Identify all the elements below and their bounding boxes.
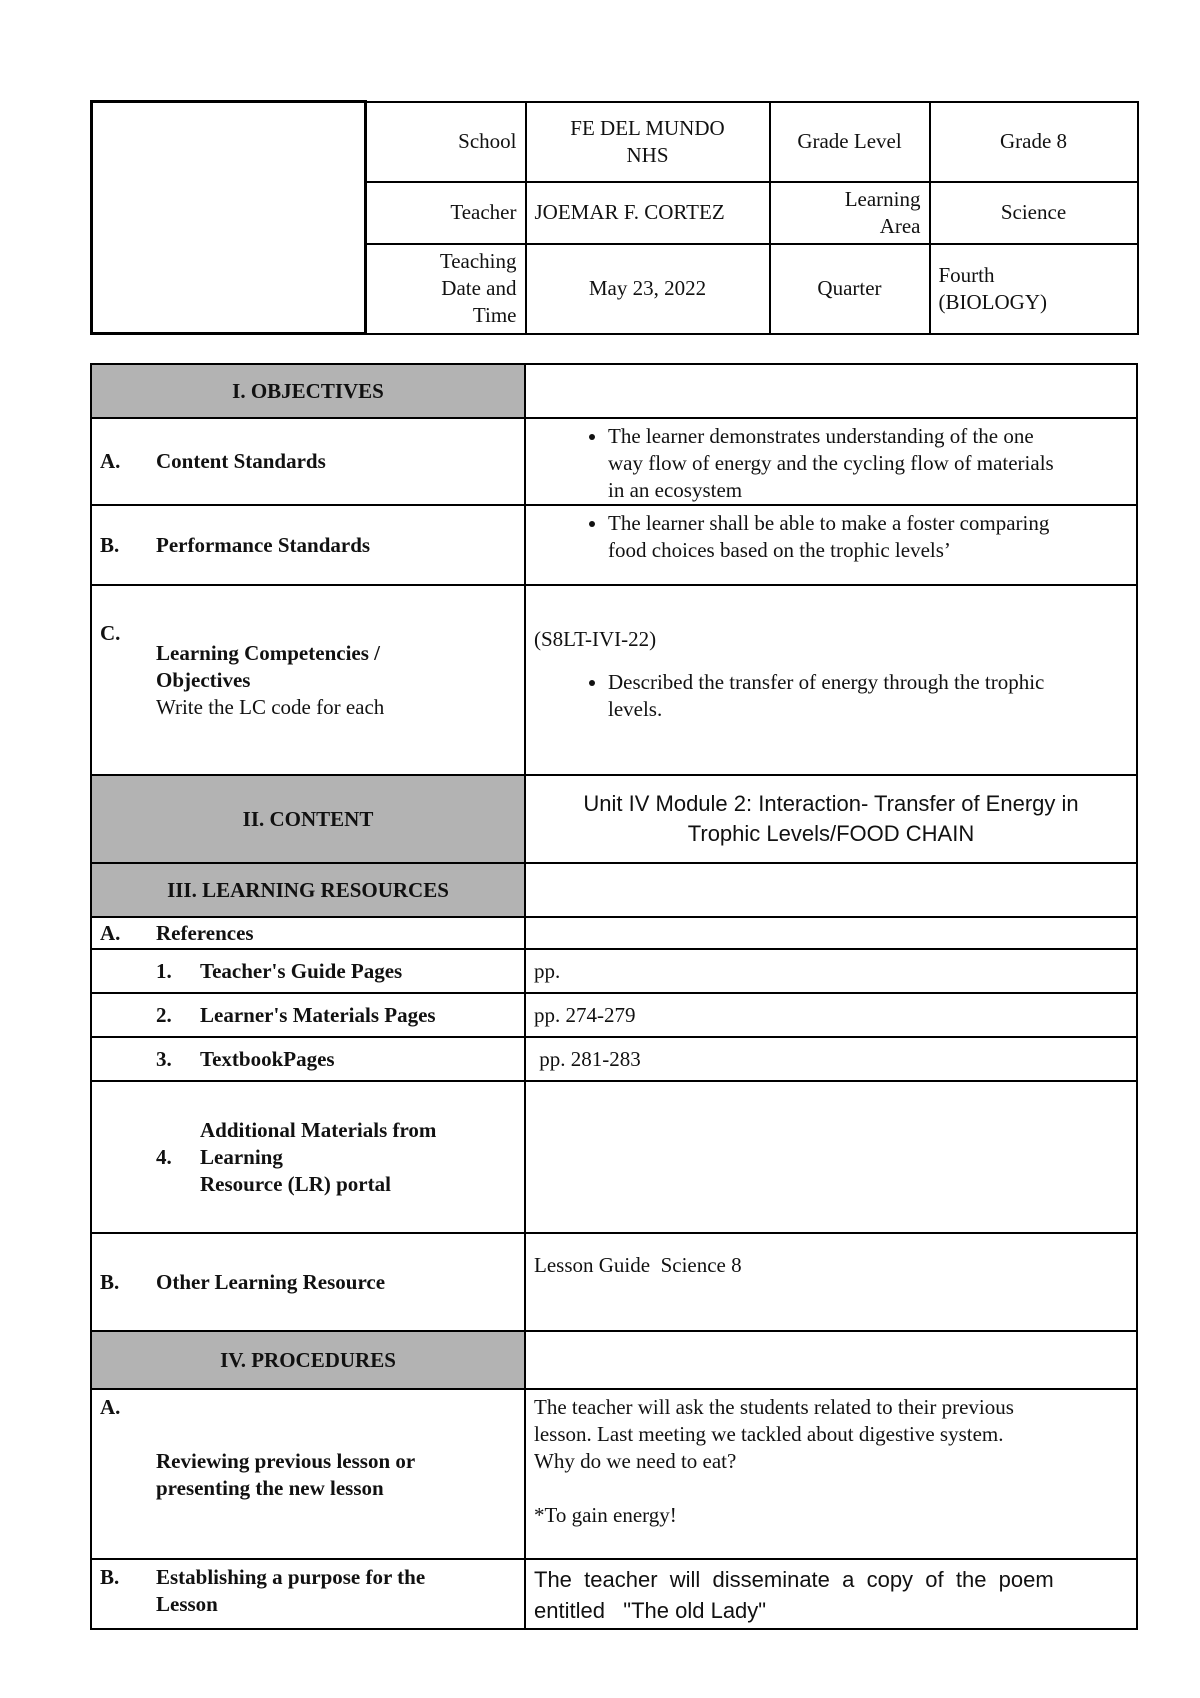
performance-standards-value bbox=[525, 505, 1137, 585]
list-item: • The learner demonstrates understanding of the one way flow of energy and the cycling flow of materials in an ecosystem bbox=[608, 423, 1128, 504]
establishing-purpose-value: The teacher will disseminate a copy of the poem entitled "The old Lady" bbox=[525, 1559, 1137, 1629]
learning-area-label: Learning Area bbox=[770, 182, 930, 244]
learning-resources-blank bbox=[525, 863, 1137, 917]
content-heading: II. CONTENT bbox=[91, 775, 525, 863]
reviewing-lesson-value: The teacher will ask the students related to their previous lesson. Last meeting we tackled about digestive system. Why do we need to eat? *To gain energy! bbox=[525, 1389, 1137, 1559]
learners-materials-label: 2. Learner's Materials Pages bbox=[91, 993, 525, 1037]
establishing-purpose-label: B. Establishing a purpose for the Lesson bbox=[91, 1559, 525, 1629]
performance-standards-label: B. Performance Standards bbox=[91, 505, 525, 585]
additional-materials-value bbox=[525, 1081, 1137, 1233]
learning-resources-heading: III. LEARNING RESOURCES bbox=[91, 863, 525, 917]
header-table bbox=[90, 100, 1139, 335]
objectives-heading-blank bbox=[525, 364, 1137, 418]
school-label: School bbox=[366, 102, 526, 182]
teaching-date-value: May 23, 2022 bbox=[526, 244, 770, 334]
content-standards-value bbox=[525, 418, 1137, 505]
teachers-guide-label: 1. Teacher's Guide Pages bbox=[91, 949, 525, 993]
teaching-date-label: Teaching Date and Time bbox=[366, 244, 526, 334]
procedures-heading: IV. PROCEDURES bbox=[91, 1331, 525, 1389]
quarter-label: Quarter bbox=[770, 244, 930, 334]
lc-code: (S8LT-IVI-22) bbox=[534, 627, 657, 651]
content-value: Unit IV Module 2: Interaction- Transfer of Energy in Trophic Levels/FOOD CHAIN bbox=[525, 775, 1137, 863]
list-item: • Described the transfer of energy through the trophic levels. bbox=[608, 669, 1128, 723]
teacher-label: Teacher bbox=[366, 182, 526, 244]
logo-area bbox=[92, 102, 366, 334]
references-blank bbox=[525, 917, 1137, 949]
learning-area-value: Science bbox=[930, 182, 1138, 244]
school-value: FE DEL MUNDO NHS bbox=[526, 102, 770, 182]
other-resource-value: Lesson Guide Science 8 bbox=[525, 1233, 1137, 1331]
reviewing-lesson-label: A. Reviewing previous lesson or presenting the new lesson bbox=[91, 1389, 525, 1559]
content-standards-label: A. Content Standards bbox=[91, 418, 525, 505]
objectives-heading: I. OBJECTIVES bbox=[91, 364, 525, 418]
references-label: A. References bbox=[91, 917, 525, 949]
quarter-value: Fourth (BIOLOGY) bbox=[930, 244, 1138, 334]
lesson-plan-table bbox=[90, 363, 1138, 1630]
additional-materials-label: 4.Additional Materials from Learning Resource (LR) portal bbox=[91, 1081, 525, 1233]
learning-competencies-value bbox=[525, 585, 1137, 775]
teacher-value: JOEMAR F. CORTEZ bbox=[526, 182, 770, 244]
grade-level-value: Grade 8 bbox=[930, 102, 1138, 182]
other-resource-label: B. Other Learning Resource bbox=[91, 1233, 525, 1331]
procedures-blank bbox=[525, 1331, 1137, 1389]
grade-level-label: Grade Level bbox=[770, 102, 930, 182]
teachers-guide-value: pp. bbox=[525, 949, 1137, 993]
textbook-pages-value: pp. 281-283 bbox=[525, 1037, 1137, 1081]
list-item: • The learner shall be able to make a foster comparing food choices based on the trophic levels’ bbox=[608, 510, 1128, 564]
learners-materials-value: pp. 274-279 bbox=[525, 993, 1137, 1037]
textbook-pages-label: 3. TextbookPages bbox=[91, 1037, 525, 1081]
learning-competencies-label: C.Learning Competencies / Objectives Write the LC code for each bbox=[91, 585, 525, 775]
